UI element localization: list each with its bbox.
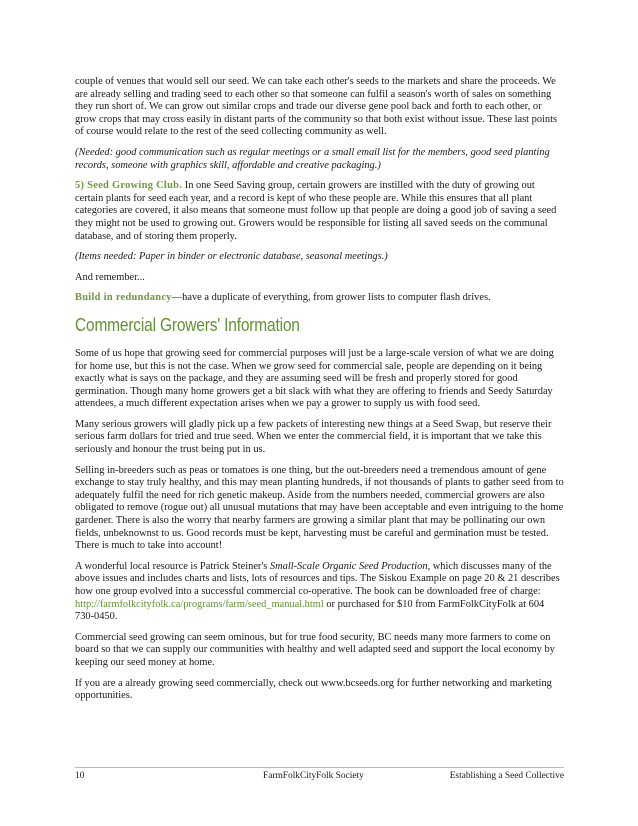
and-remember: And remember...	[75, 271, 145, 283]
paragraph-seed-growing-club	[75, 180, 564, 243]
page-body	[75, 76, 564, 711]
download-link[interactable]: http://farmfolkcityfolk.ca/programs/farm/seed_manual.html	[75, 598, 324, 610]
section-heading: Commercial Growers' Information	[75, 314, 300, 335]
resource-text-c: or purchased for $10 from FarmFolkCityFolk at 604 730-0450.	[75, 598, 545, 623]
resource-text-a: A wonderful local resource is Patrick Steiner's	[75, 560, 270, 572]
seed-growing-club-lead: 5) Seed Growing Club.	[75, 180, 183, 192]
paragraph-commercial-intro: Some of us hope that growing seed for commercial purposes will just be a large-scale version of what we are doing for home use, but this is not the case. When we grow seed for commercial sale, people are depending on it being exactly what is says on the package, and they are assuming seed will be fresh and properly stored for good germination. Though many home growers get a bit slack with what they are offering to friends and Seedy Saturday attendees, a much different expectation arises when we pay a grower to supply us with food seed.	[75, 347, 554, 410]
footer-organization: FarmFolkCityFolk Society	[263, 771, 364, 781]
paragraph-food-security: Commercial seed growing can seem ominous, but for true food security, BC needs many more farmers to come on board so that we can supply our communities with healthy and well adapted seed and support the local economy by keeping our seed money at home.	[75, 631, 555, 668]
paragraph-in-breeders: Selling in-breeders such as peas or tomatoes is one thing, but the out-breeders need a tremendous amount of gene exchange to stay truly healthy, and this may mean planting hundreds, if not thousands of plants to gather seed from to adequately fulfil the need for rich genetic makeup. Aside from the numbers needed, commercial growers are also obligated to remove (rogue out) all unusual mutations that may have been acceptable and even intriguing to the home gardener. There is also the worry that nearby farmers are growing a similar plant that may be pollinating our own fields, unbeknownst to us. Good records must be kept, harvesting must be careful and germination must be tested. There is much to take into account!	[75, 464, 564, 552]
items-needed-note: (Items needed: Paper in binder or electronic database, seasonal meetings.)	[75, 251, 388, 263]
page-number: 10	[75, 771, 85, 781]
redundancy-lead: Build in redundancy	[75, 292, 172, 304]
seed-growing-club-body: In one Seed Saving group, certain growers are instilled with the duty of growing out certain plants for seed each year, and a record is kept of who these people are. While this ensures that all plant categories are covered, it also means that someone must follow up that people are doing a good job of saving a seed they might not be used to growing out. Growers would be responsible for listing all saved seeds on the communal database, and of storing them properly.	[75, 180, 557, 242]
page-footer	[75, 767, 564, 785]
paragraph-networking: If you are a already growing seed commercially, check out www.bcseeds.org for further networking and marketing opportunities.	[75, 677, 552, 702]
footer-document-title: Establishing a Seed Collective	[449, 771, 564, 781]
paragraph-venues: couple of venues that would sell our seed. We can take each other's seeds to the markets and share the proceeds. We are already selling and trading seed to each other so that someone can fulfil a season's worth of sales on something they run short of. We can grow out similar crops and trade our diverse gene pool back and forth to each other, or grow crops that may cross easily in distant parts of the community so that both exist without issue. These last points of course would relate to the rest of the seed collecting community as well.	[75, 76, 558, 138]
paragraph-resource	[75, 561, 564, 624]
paragraph-serious-growers: Many serious growers will gladly pick up a few packets of interesting new things at a Seed Swap, but reserve their serious farm dollars for tried and true seed. When we enter the commercial field, it is important that we take this seriously and honour the trust being put in us.	[75, 418, 552, 456]
needed-note: (Needed: good communication such as regular meetings or a small email list for the members, good seed planting records, someone with graphics skill, affordable and creative packaging.)	[75, 146, 550, 171]
book-title: Small-Scale Organic Seed Production	[269, 560, 428, 572]
redundancy-body: —have a duplicate of everything, from grower lists to computer flash drives.	[171, 292, 491, 304]
paragraph-redundancy	[75, 292, 564, 305]
resource-text-b: , which discusses many of the above issues and includes charts and lists, lots of resources and tips. The Siskou Example on page 20 & 21 describes how one group evolved into a successful commercial co-operative. The book can be downloaded free of charge:	[75, 560, 560, 597]
